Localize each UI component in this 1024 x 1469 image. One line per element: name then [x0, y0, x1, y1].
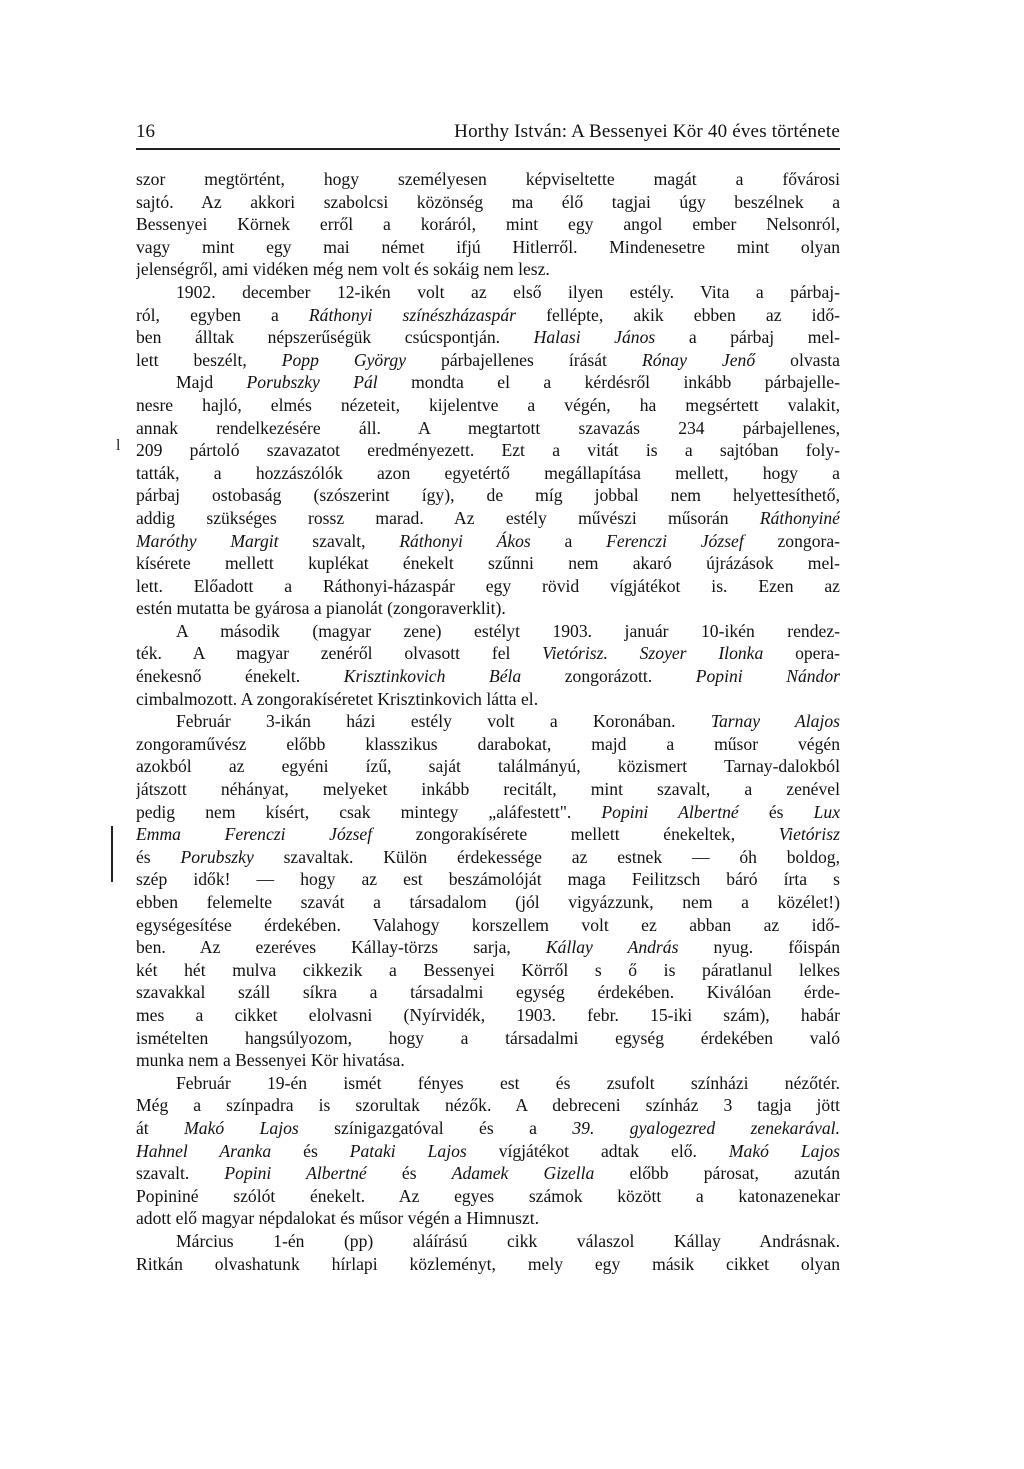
text-line — [136, 281, 840, 304]
text-line — [136, 371, 840, 394]
text-run: előbb párosat, azután — [594, 1163, 840, 1184]
text-run: és — [738, 801, 814, 822]
text-run: szavakkal száll síkra a társadalmi egység érdekében. Kiválóan érde- — [136, 982, 840, 1003]
text-run: nesre hajló, elmés nézeteit, kijelentve a végén, ha megsértett valakit, — [136, 394, 840, 415]
text-run: szavaltak. Külön érdekessége az estnek — óh boldog, — [253, 846, 840, 867]
text-run: párbaj ostobaság (szószerint így), de míg jobbal nem helyettesíthető, — [136, 485, 840, 506]
italic-name: Makó Lajos — [728, 1140, 840, 1161]
text-run: ról, egyben a — [136, 304, 309, 325]
text-line — [136, 552, 840, 575]
text-run: zongoraművész előbb klasszikus darabokat, majd a műsor végén — [136, 733, 840, 754]
text-run: mes a cikket elolvasni (Nyírvidék, 1903. febr. 15-iki szám), habár — [136, 1004, 840, 1025]
text-run: Bessenyei Körnek erről a koráról, mint egy angol ember Nelsonról, — [136, 214, 840, 235]
text-line — [136, 304, 840, 327]
text-run: A második (magyar zene) estélyt 1903. január 10-ikén rendez- — [176, 620, 840, 641]
italic-name: Makó Lajos — [184, 1117, 299, 1138]
text-line — [136, 462, 840, 485]
page-number: 16 — [136, 121, 155, 142]
text-line — [136, 326, 840, 349]
text-run: Március 1-én (pp) aláírású cikk válaszol Kállay Andrásnak. — [176, 1230, 840, 1251]
text-run: Még a színpadra is szorultak nézők. A debreceni színház 3 tagja jött — [136, 1095, 840, 1116]
text-run: a — [530, 530, 607, 551]
text-run: opera- — [763, 643, 840, 664]
italic-name: Ferenczi József — [606, 530, 744, 551]
text-line — [136, 891, 840, 914]
text-line — [136, 191, 840, 214]
text-run: tatták, a hozzászólók azon egyetértő megállapítása mellett, hogy a — [136, 462, 840, 483]
text-run: olvasta — [755, 349, 840, 370]
text-run: szavalt. — [136, 1163, 225, 1184]
text-run: addig szükséges rossz marad. Az estély művészi műsorán — [136, 507, 760, 528]
text-line — [136, 733, 840, 756]
italic-name: Porubszky Pál — [246, 372, 378, 393]
text-line — [136, 1207, 840, 1230]
text-line — [136, 620, 840, 643]
text-line — [136, 959, 840, 982]
text-run: mondta el a kérdésről inkább párbajelle- — [377, 372, 840, 393]
text-run: két hét mulva cikkezik a Bessenyei Körről s ő is páratlanul lelkes — [136, 959, 840, 980]
text-run: lett beszélt, — [136, 349, 282, 370]
text-run: zongorakísérete mellett énekeltek, — [372, 824, 779, 845]
text-line — [136, 914, 840, 937]
text-run: sajtó. Az akkori szabolcsi közönség ma élő tagjai úgy beszélnek a — [136, 191, 840, 212]
italic-name: Rónay Jenő — [641, 349, 756, 370]
text-line — [136, 236, 840, 259]
text-line — [136, 213, 840, 236]
text-run: Majd — [176, 372, 247, 393]
text-line — [136, 1185, 840, 1208]
text-run: adott elő magyar népdalokat és műsor végén a Himnuszt. — [136, 1208, 540, 1229]
italic-name: Popini Albertné — [224, 1163, 367, 1184]
text-line — [136, 755, 840, 778]
text-line — [136, 1253, 840, 1276]
italic-name: Lux — [813, 801, 840, 822]
text-line — [136, 936, 840, 959]
italic-name: Ráthonyi színészházaspár — [308, 304, 516, 325]
text-run: azokból az egyéni ízű, saját találmányú, közismert Tarnay-dalokból — [136, 756, 840, 777]
italic-name: Hahnel Aranka — [136, 1140, 272, 1161]
italic-name: Maróthy Margit — [136, 530, 279, 551]
text-run: és — [271, 1140, 350, 1161]
italic-name: Kállay András — [545, 937, 679, 958]
text-line — [136, 688, 840, 711]
text-run: fellépte, akik ebben az idő- — [515, 304, 840, 325]
text-line — [136, 1072, 840, 1095]
text-run: jelenségről, ami vidéken még nem volt és sokáig nem lesz. — [136, 259, 550, 280]
text-run: 209 pártoló szavazatot eredményezett. Ezt a vitát is a sajtóban foly- — [136, 440, 840, 461]
text-line — [136, 1230, 840, 1253]
margin-bar-lower — [111, 826, 113, 882]
text-run: Február 19-én ismét fényes est és zsufolt színházi nézőtér. — [176, 1072, 840, 1093]
text-run: lett. Előadott a Ráthonyi-házaspár egy rövid vígjátékot is. Ezen az — [136, 575, 840, 596]
text-run: énekesnő énekelt. — [136, 666, 344, 687]
text-line — [136, 846, 840, 869]
italic-name: Pataki Lajos — [349, 1140, 467, 1161]
text-run: ben álltak népszerűségük csúcspontján. — [136, 327, 534, 348]
italic-name: Ráthonyi Ákos — [399, 530, 531, 551]
text-run: pedig nem kísért, csak mintegy „aláfestett". — [136, 801, 602, 822]
italic-name: Popini Albertné — [601, 801, 739, 822]
italic-name: Adamek Gizella — [451, 1163, 595, 1184]
text-run: kísérete mellett kuplékat énekelt szűnni nem akaró újrázások mel- — [136, 553, 840, 574]
italic-name: Halasi János — [533, 327, 656, 348]
text-line — [136, 349, 840, 372]
text-line — [136, 868, 840, 891]
text-run: zongorázott. — [521, 666, 696, 687]
text-run: a párbaj mel- — [655, 327, 840, 348]
italic-name: Vietórisz. Szoyer Ilonka — [542, 643, 764, 664]
text-line — [136, 642, 840, 665]
text-line — [136, 1004, 840, 1027]
text-run: ték. A magyar zenéről olvasott fel — [136, 643, 543, 664]
body-text — [136, 168, 840, 1275]
italic-name: Emma Ferenczi József — [136, 824, 373, 845]
text-run: Popininé szólót énekelt. Az egyes számok között a katonazenekar — [136, 1185, 840, 1206]
text-run: Ritkán olvashatunk hírlapi közleményt, mely egy másik cikket olyan — [136, 1253, 840, 1274]
text-line — [136, 778, 840, 801]
text-run: 1902. december 12-ikén volt az első ilyen estély. Vita a párbaj- — [176, 281, 840, 302]
text-run: színigazgatóval és a — [298, 1117, 573, 1138]
text-run: párbajellenes írását — [406, 349, 642, 370]
text-line — [136, 530, 840, 553]
running-head-title: Horthy István: A Bessenyei Kör 40 éves története — [454, 121, 840, 142]
text-run: egységesítése érdekében. Valahogy korszellem volt ez abban az idő- — [136, 914, 840, 935]
text-run: és — [366, 1163, 452, 1184]
italic-name: Popp György — [281, 349, 407, 370]
header-rule — [136, 148, 840, 150]
text-line — [136, 1027, 840, 1050]
text-line — [136, 597, 840, 620]
text-run: szép idők! — hogy az est beszámolóját maga Feilitzsch báró írta s — [136, 869, 840, 890]
text-line — [136, 417, 840, 440]
text-run: játszott néhányat, melyeket inkább recitált, mint szavalt, a zenével — [136, 779, 840, 800]
text-line — [136, 710, 840, 733]
italic-name: Ráthonyiné — [759, 507, 840, 528]
text-run: zongora- — [743, 530, 840, 551]
text-run: ebben felemelte szavát a társadalom (jól vigyázzunk, nem a közélet!) — [136, 892, 840, 912]
text-line — [136, 168, 840, 191]
italic-name: Porubszky — [180, 846, 254, 867]
text-line — [136, 823, 840, 846]
text-line — [136, 507, 840, 530]
text-run: és — [136, 846, 181, 867]
italic-name: Krisztinkovich Béla — [343, 666, 522, 687]
italic-name: Popini Nándor — [695, 666, 840, 687]
text-run: annak rendelkezésére áll. A megtartott szavazás 234 párbajellenes, — [136, 417, 840, 438]
text-run: nyug. főispán — [678, 937, 840, 958]
text-line — [136, 801, 840, 824]
text-line — [136, 394, 840, 417]
text-run: szor megtörtént, hogy személyesen képviseltette magát a fővárosi — [136, 169, 840, 189]
italic-name: 39. gyalogezred zenekarával. — [572, 1117, 840, 1138]
text-line — [136, 981, 840, 1004]
italic-name: Tarnay Alajos — [710, 711, 840, 732]
text-line — [136, 439, 840, 462]
text-run: cimbalmozott. A zongorakíséretet Krisztinkovich látta el. — [136, 688, 539, 709]
text-line — [136, 1140, 840, 1163]
text-run: estén mutatta be gyárosa a pianolát (zongoraverklit). — [136, 598, 506, 619]
text-run: ismételten hangsúlyozom, hogy a társadalmi egység érdekében való — [136, 1027, 840, 1048]
text-line — [136, 1117, 840, 1140]
text-run: ben. Az ezeréves Kállay-törzs sarja, — [136, 937, 546, 958]
text-line — [136, 484, 840, 507]
text-line — [136, 575, 840, 598]
text-run: szavalt, — [278, 530, 400, 551]
text-line — [136, 665, 840, 688]
text-run: munka nem a Bessenyei Kör hivatása. — [136, 1050, 405, 1071]
text-line — [136, 258, 840, 281]
margin-mark: l — [116, 437, 121, 454]
text-run: vígjátékot adtak elő. — [466, 1140, 729, 1161]
text-run: át — [136, 1117, 185, 1138]
running-head — [136, 118, 840, 146]
text-line — [136, 1094, 840, 1117]
text-run: Február 3-ikán házi estély volt a Koronában. — [176, 711, 711, 732]
text-run: vagy mint egy mai német ifjú Hitlerről. Mindenesetre mint olyan — [136, 236, 840, 257]
text-line — [136, 1049, 840, 1072]
text-line — [136, 1162, 840, 1185]
italic-name: Vietórisz — [778, 824, 840, 845]
